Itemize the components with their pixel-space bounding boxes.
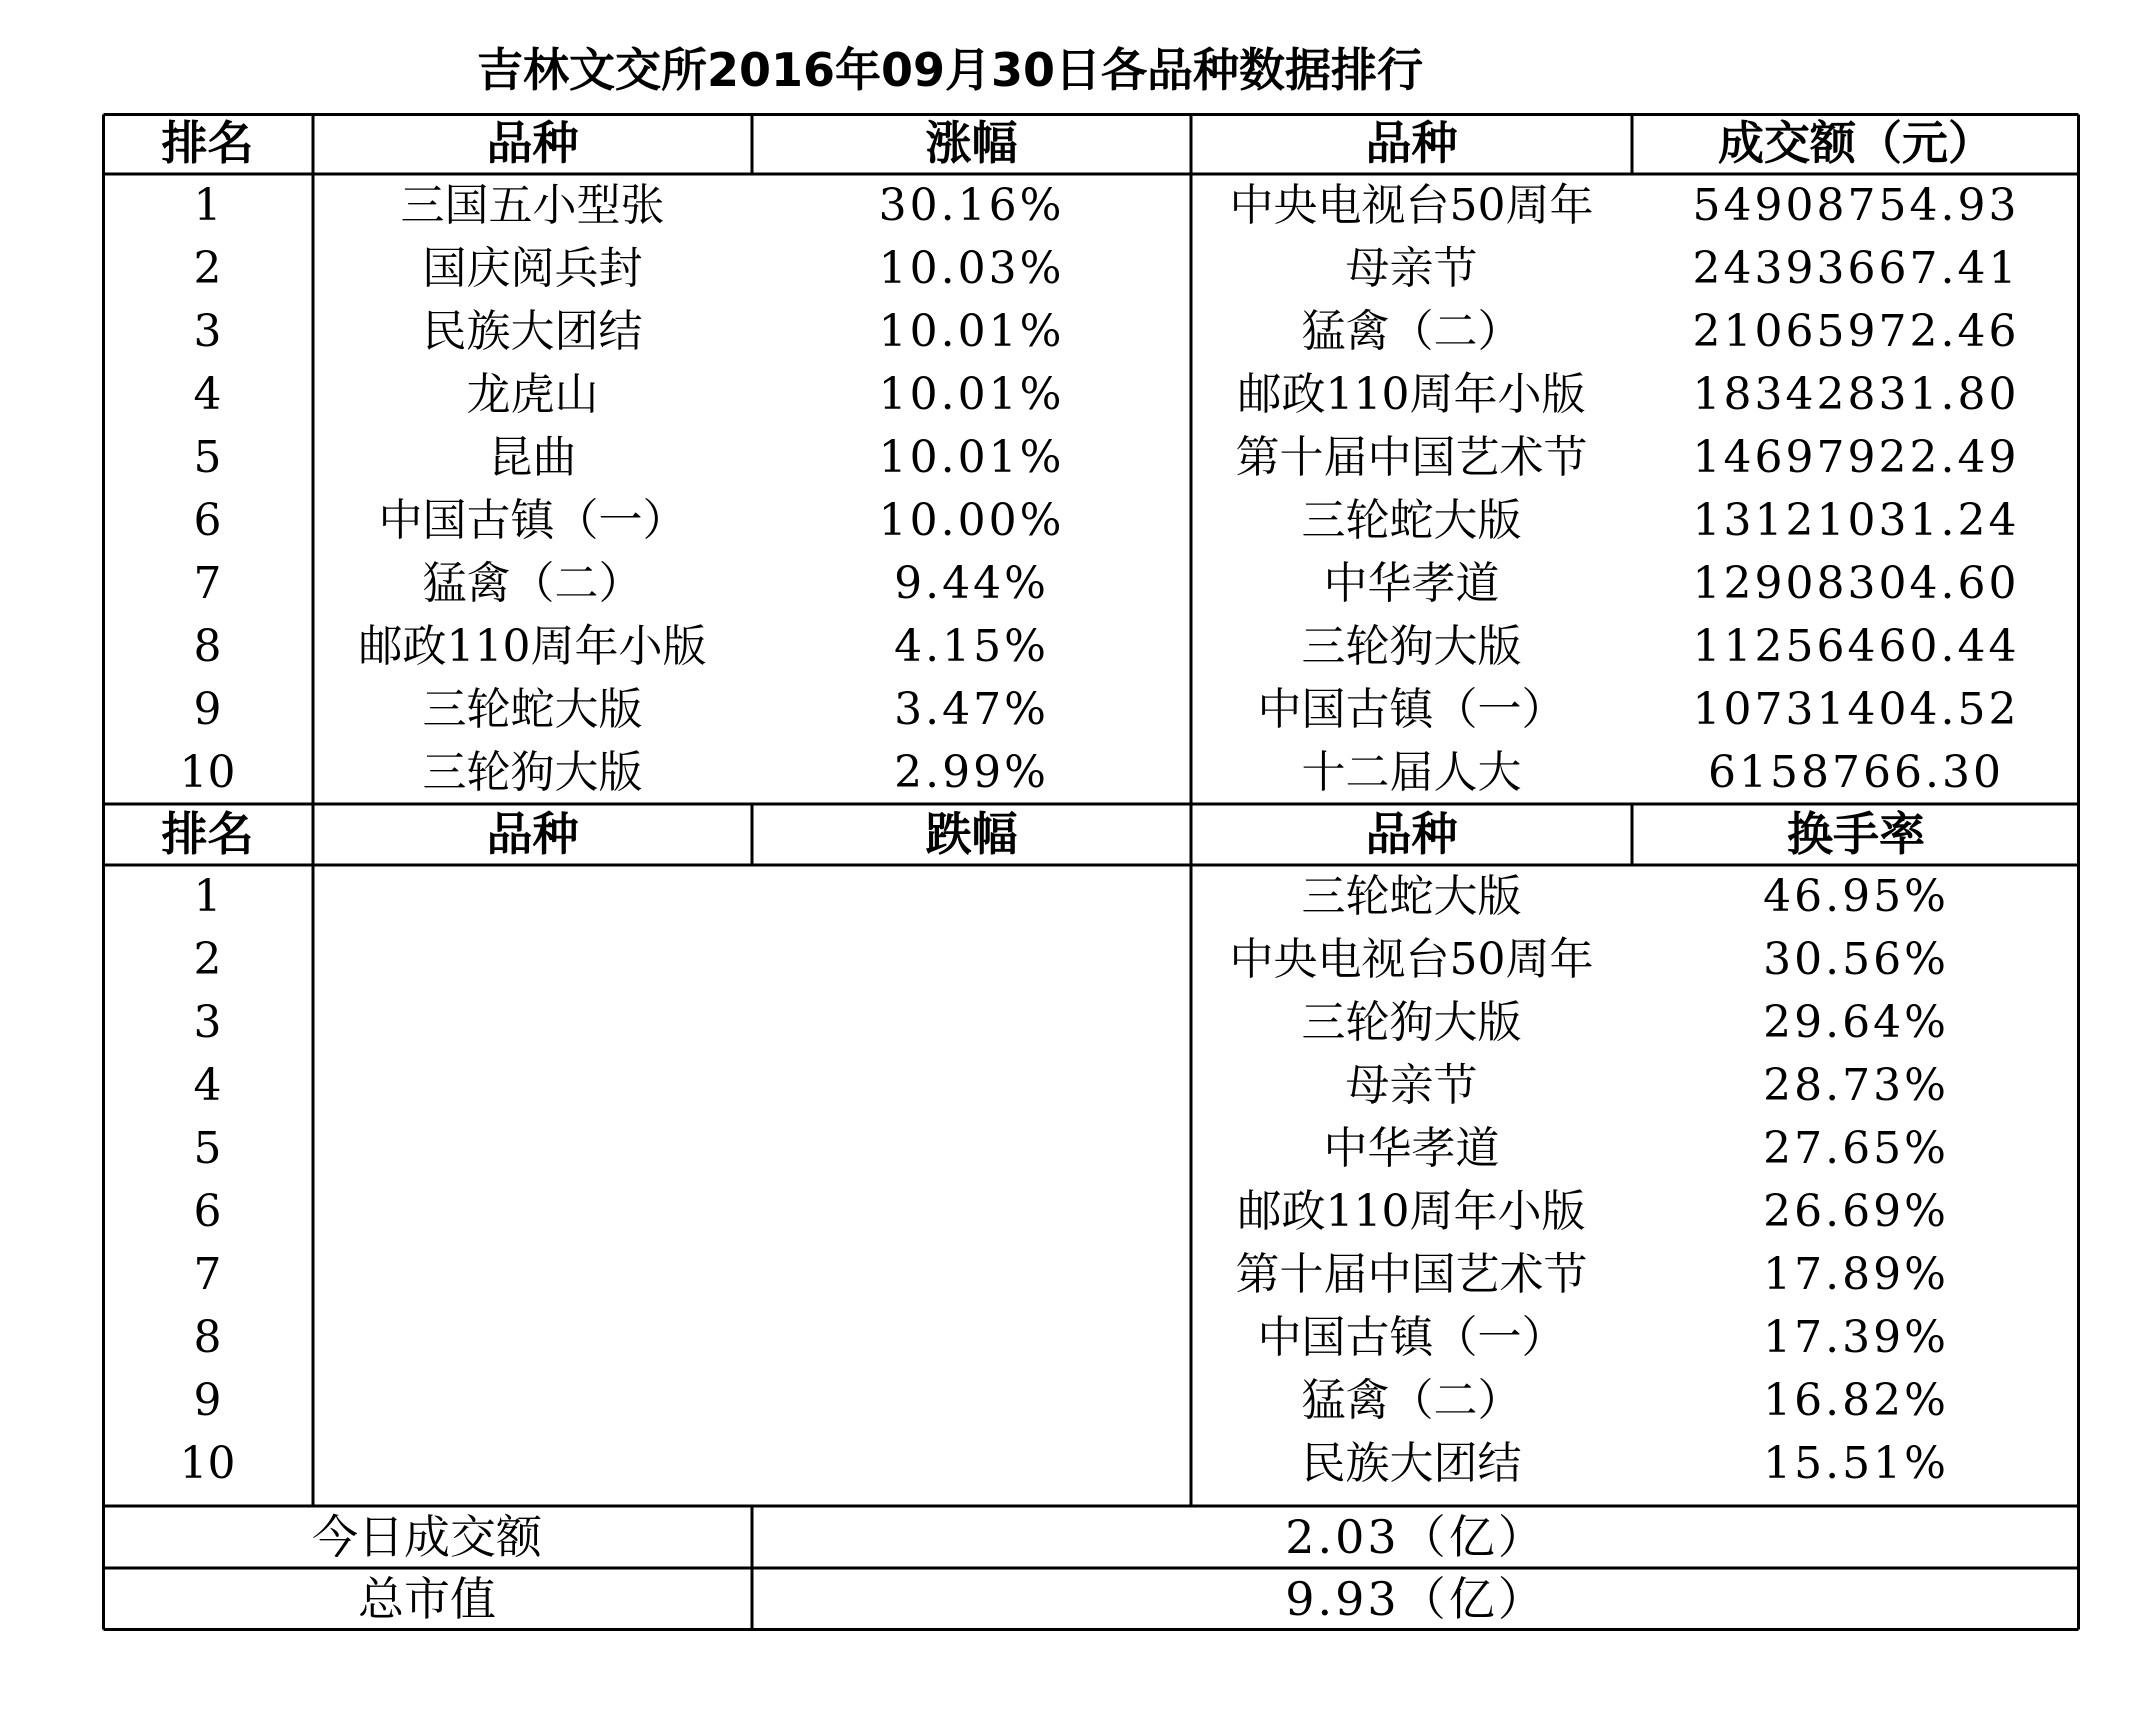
rank-cell: 2 (193, 243, 222, 294)
rank-cell: 6 (193, 1186, 222, 1237)
turnover-rate-cell: 27.65% (1763, 1123, 1949, 1174)
volume-name-cell: 第十届中国艺术节 (1235, 432, 1588, 483)
turnover-name-cell: 中国古镇（一） (1257, 1312, 1566, 1363)
volume-amount-cell: 54908754.93 (1692, 180, 2020, 231)
loss-name-cell (313, 1432, 752, 1495)
volume-name-cell: 三轮狗大版 (1301, 621, 1522, 672)
turnover-rate-cell: 26.69% (1763, 1186, 1949, 1237)
rank-cell: 2 (193, 934, 222, 985)
volume-name-cell: 中央电视台50周年 (1229, 180, 1594, 231)
gain-name-cell: 三国五小型张 (400, 180, 665, 231)
header-gain-pct: 涨幅 (925, 116, 1018, 170)
volume-name-cell: 三轮蛇大版 (1301, 495, 1522, 546)
turnover-rate-cell: 30.56% (1763, 934, 1949, 985)
turnover-rate-cell: 16.82% (1763, 1375, 1949, 1426)
rank-cell: 8 (193, 621, 222, 672)
loss-name-cell (313, 1243, 752, 1306)
loss-name-cell (313, 1054, 752, 1117)
loss-pct-cell (752, 928, 1191, 991)
volume-name-cell: 中国古镇（一） (1257, 684, 1566, 735)
rank-cell: 7 (193, 558, 222, 609)
today-volume-value: 2.03（亿） (1285, 1510, 1547, 1564)
gain-pct-cell: 4.15% (894, 621, 1049, 672)
header-loss-name: 品种 (486, 807, 579, 861)
loss-pct-cell (752, 1117, 1191, 1180)
loss-name-cell (313, 991, 752, 1054)
turnover-name-cell: 三轮狗大版 (1301, 997, 1522, 1048)
gain-name-cell: 三轮蛇大版 (422, 684, 643, 735)
gain-name-cell: 中国古镇（一） (378, 495, 687, 546)
turnover-rate-cell: 29.64% (1763, 997, 1949, 1048)
gain-name-cell: 国庆阅兵封 (422, 243, 643, 294)
gain-pct-cell: 2.99% (894, 747, 1049, 798)
turnover-name-cell: 邮政110周年小版 (1237, 1186, 1586, 1237)
loss-pct-cell (752, 991, 1191, 1054)
rank-cell: 8 (193, 1312, 222, 1363)
header-volume-amount: 成交额（元） (1718, 116, 1994, 170)
turnover-name-cell: 母亲节 (1345, 1060, 1478, 1111)
turnover-name-cell: 三轮蛇大版 (1301, 871, 1522, 922)
gain-pct-cell: 10.01% (878, 432, 1065, 483)
header-rank: 排名 (161, 807, 254, 861)
header-volume-name: 品种 (1365, 116, 1458, 170)
rank-cell: 6 (193, 495, 222, 546)
gain-name-cell: 邮政110周年小版 (358, 621, 707, 672)
rank-cell: 4 (193, 369, 222, 420)
turnover-rate-cell: 46.95% (1763, 871, 1949, 922)
loss-pct-cell (752, 1306, 1191, 1369)
loss-name-cell (313, 865, 752, 928)
rank-cell: 4 (193, 1060, 222, 1111)
gain-pct-cell: 10.03% (878, 243, 1065, 294)
volume-amount-cell: 18342831.80 (1692, 369, 2020, 420)
loss-name-cell (313, 1180, 752, 1243)
volume-name-cell: 邮政110周年小版 (1237, 369, 1586, 420)
gain-pct-cell: 9.44% (894, 558, 1049, 609)
rank-cell: 1 (193, 871, 222, 922)
volume-name-cell: 猛禽（二） (1301, 306, 1522, 357)
volume-amount-cell: 13121031.24 (1692, 495, 2020, 546)
turnover-name-cell: 第十届中国艺术节 (1235, 1249, 1588, 1300)
rank-cell: 9 (193, 1375, 222, 1426)
market-cap-value: 9.93（亿） (1285, 1572, 1547, 1626)
loss-name-cell (313, 928, 752, 991)
volume-name-cell: 母亲节 (1345, 243, 1478, 294)
header-loss-pct: 跌幅 (925, 807, 1018, 861)
turnover-rate-cell: 17.89% (1763, 1249, 1949, 1300)
rank-cell: 9 (193, 684, 222, 735)
rank-cell: 3 (193, 997, 222, 1048)
turnover-name-cell: 中华孝道 (1323, 1123, 1500, 1174)
gain-pct-cell: 3.47% (894, 684, 1049, 735)
rank-cell: 3 (193, 306, 222, 357)
ranking-table (102, 113, 2080, 1631)
turnover-name-cell: 猛禽（二） (1301, 1375, 1522, 1426)
turnover-rate-cell: 28.73% (1763, 1060, 1949, 1111)
header-gain-name: 品种 (486, 116, 579, 170)
rank-cell: 10 (179, 747, 236, 798)
loss-pct-cell (752, 1180, 1191, 1243)
header-turnover-rate: 换手率 (1787, 807, 1925, 861)
loss-name-cell (313, 1306, 752, 1369)
loss-pct-cell (752, 1243, 1191, 1306)
turnover-rate-cell: 17.39% (1763, 1312, 1949, 1363)
gain-name-cell: 猛禽（二） (422, 558, 643, 609)
turnover-name-cell: 民族大团结 (1301, 1438, 1522, 1489)
volume-amount-cell: 6158766.30 (1708, 747, 2004, 798)
loss-pct-cell (752, 865, 1191, 928)
volume-name-cell: 中华孝道 (1323, 558, 1500, 609)
rank-cell: 7 (193, 1249, 222, 1300)
gain-pct-cell: 10.01% (878, 306, 1065, 357)
document-title: 吉林文交所2016年09月30日各品种数据排行 (476, 43, 1424, 97)
gain-name-cell: 三轮狗大版 (422, 747, 643, 798)
loss-pct-cell (752, 1054, 1191, 1117)
volume-amount-cell: 21065972.46 (1692, 306, 2020, 357)
volume-amount-cell: 24393667.41 (1692, 243, 2020, 294)
rank-cell: 5 (193, 1123, 222, 1174)
gain-name-cell: 昆曲 (488, 432, 577, 483)
header-turnover-name: 品种 (1365, 807, 1458, 861)
gain-name-cell: 民族大团结 (422, 306, 643, 357)
volume-amount-cell: 10731404.52 (1692, 684, 2020, 735)
loss-pct-cell (752, 1432, 1191, 1495)
gain-pct-cell: 10.00% (878, 495, 1065, 546)
loss-name-cell (313, 1369, 752, 1432)
today-volume-label: 今日成交额 (312, 1510, 542, 1564)
volume-amount-cell: 12908304.60 (1692, 558, 2020, 609)
rank-cell: 5 (193, 432, 222, 483)
volume-amount-cell: 14697922.49 (1692, 432, 2020, 483)
turnover-name-cell: 中央电视台50周年 (1229, 934, 1594, 985)
loss-pct-cell (752, 1369, 1191, 1432)
gain-name-cell: 龙虎山 (466, 369, 599, 420)
gain-pct-cell: 10.01% (878, 369, 1065, 420)
gain-pct-cell: 30.16% (878, 180, 1065, 231)
turnover-rate-cell: 15.51% (1763, 1438, 1949, 1489)
volume-amount-cell: 11256460.44 (1692, 621, 2020, 672)
rank-cell: 1 (193, 180, 222, 231)
rank-cell: 10 (179, 1438, 236, 1489)
volume-name-cell: 十二届人大 (1301, 747, 1522, 798)
header-rank: 排名 (161, 116, 254, 170)
loss-name-cell (313, 1117, 752, 1180)
market-cap-label: 总市值 (358, 1572, 496, 1626)
